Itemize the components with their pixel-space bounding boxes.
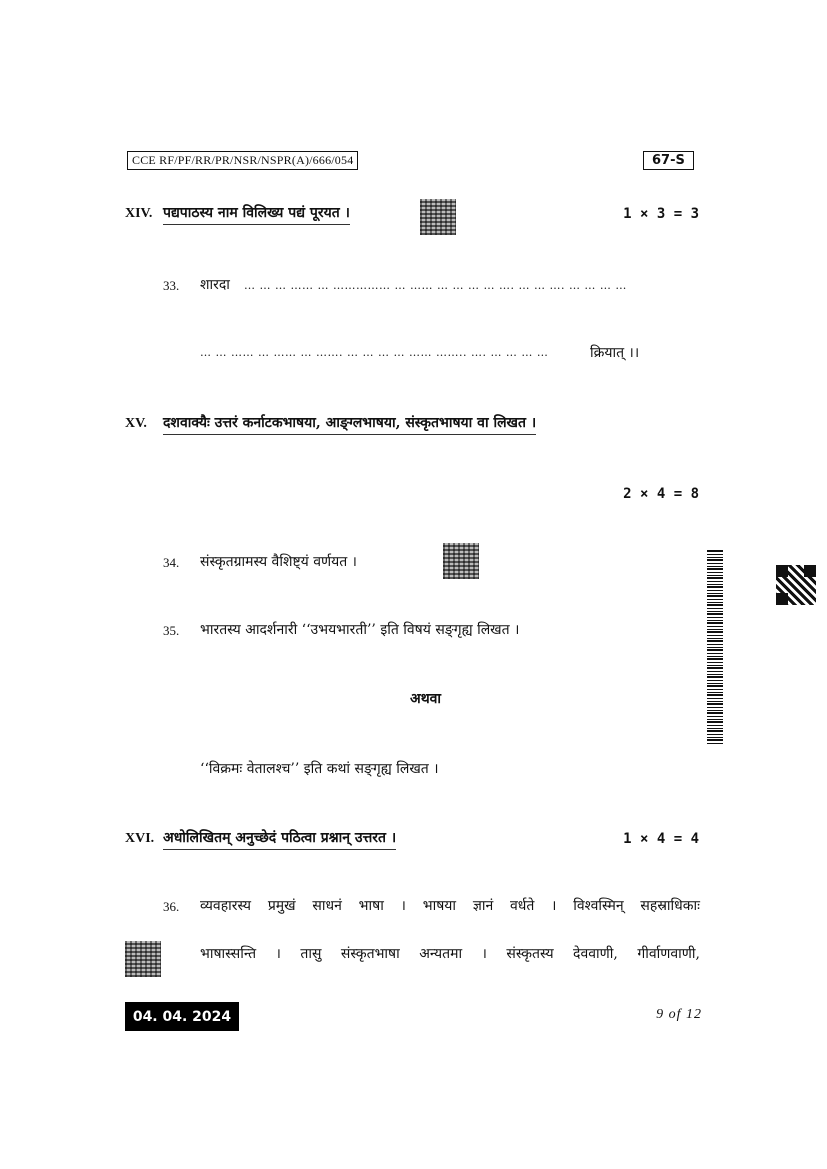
answer-blank: … … …… … …… … ……. … … … … …… …….. …. … … … …	[200, 346, 549, 359]
exam-date: 04. 04. 2024	[125, 1002, 239, 1031]
question-number: 35.	[163, 623, 180, 638]
section-title: पद्यपाठस्य नाम विलिख्य पद्यं पूरयत ।	[163, 203, 350, 225]
question-text: क्रियात् ।।	[590, 345, 640, 361]
or-label: अथवा	[410, 691, 442, 707]
qr-code-icon	[125, 941, 161, 977]
section-number: XV.	[125, 416, 147, 431]
section-marks: 1 × 3 = 3	[623, 206, 699, 222]
question-number: 36.	[163, 899, 180, 914]
section-title: अधोलिखितम् अनुच्छेदं पठित्वा प्रश्नान् उत्तरत ।	[163, 828, 396, 850]
section-number: XIV.	[125, 206, 153, 221]
question-number: 33.	[163, 278, 180, 293]
qr-code-icon	[776, 565, 816, 605]
question-number: 34.	[163, 555, 180, 570]
section-title: दशवाक्यैः उत्तरं कर्नाटकभाषया, आङ्ग्लभाषया, संस्कृतभाषया वा लिखत ।	[163, 413, 536, 435]
answer-blank: … … … …… … …………… … …… … … … … …. … … …. … … … …	[244, 279, 627, 292]
passage-line: भाषास्सन्ति । तासु संस्कृतभाषा अन्यतमा । संस्कृतस्य देववाणी, गीर्वाणवाणी,	[200, 946, 700, 962]
question-text: शारदा	[200, 277, 230, 293]
qr-code-icon	[443, 543, 479, 579]
section-marks: 1 × 4 = 4	[623, 831, 699, 847]
question-text: ‘‘विक्रमः वेतालश्च’’ इति कथां सङ्गृह्य लिखत ।	[200, 761, 439, 777]
question-text: संस्कृतग्रामस्य वैशिष्ट्यं वर्णयत ।	[200, 554, 357, 570]
section-marks: 2 × 4 = 8	[623, 486, 699, 502]
section-number: XVI.	[125, 831, 155, 846]
qr-code-icon	[420, 199, 456, 235]
question-text: भारतस्य आदर्शनारी ‘‘उभयभारती’’ इति विषयं सङ्गृह्य लिखत ।	[200, 622, 520, 638]
paper-code: 67-S	[643, 151, 694, 170]
page-number: 9 of 12	[656, 1007, 702, 1022]
passage-line: व्यवहारस्य प्रमुखं साधनं भाषा । भाषया ज्ञानं वर्धते । विश्वस्मिन् सहस्राधिकाः	[200, 898, 700, 914]
exam-code: CCE RF/PF/RR/PR/NSR/NSPR(A)/666/054	[127, 151, 358, 170]
barcode-icon	[707, 549, 723, 744]
